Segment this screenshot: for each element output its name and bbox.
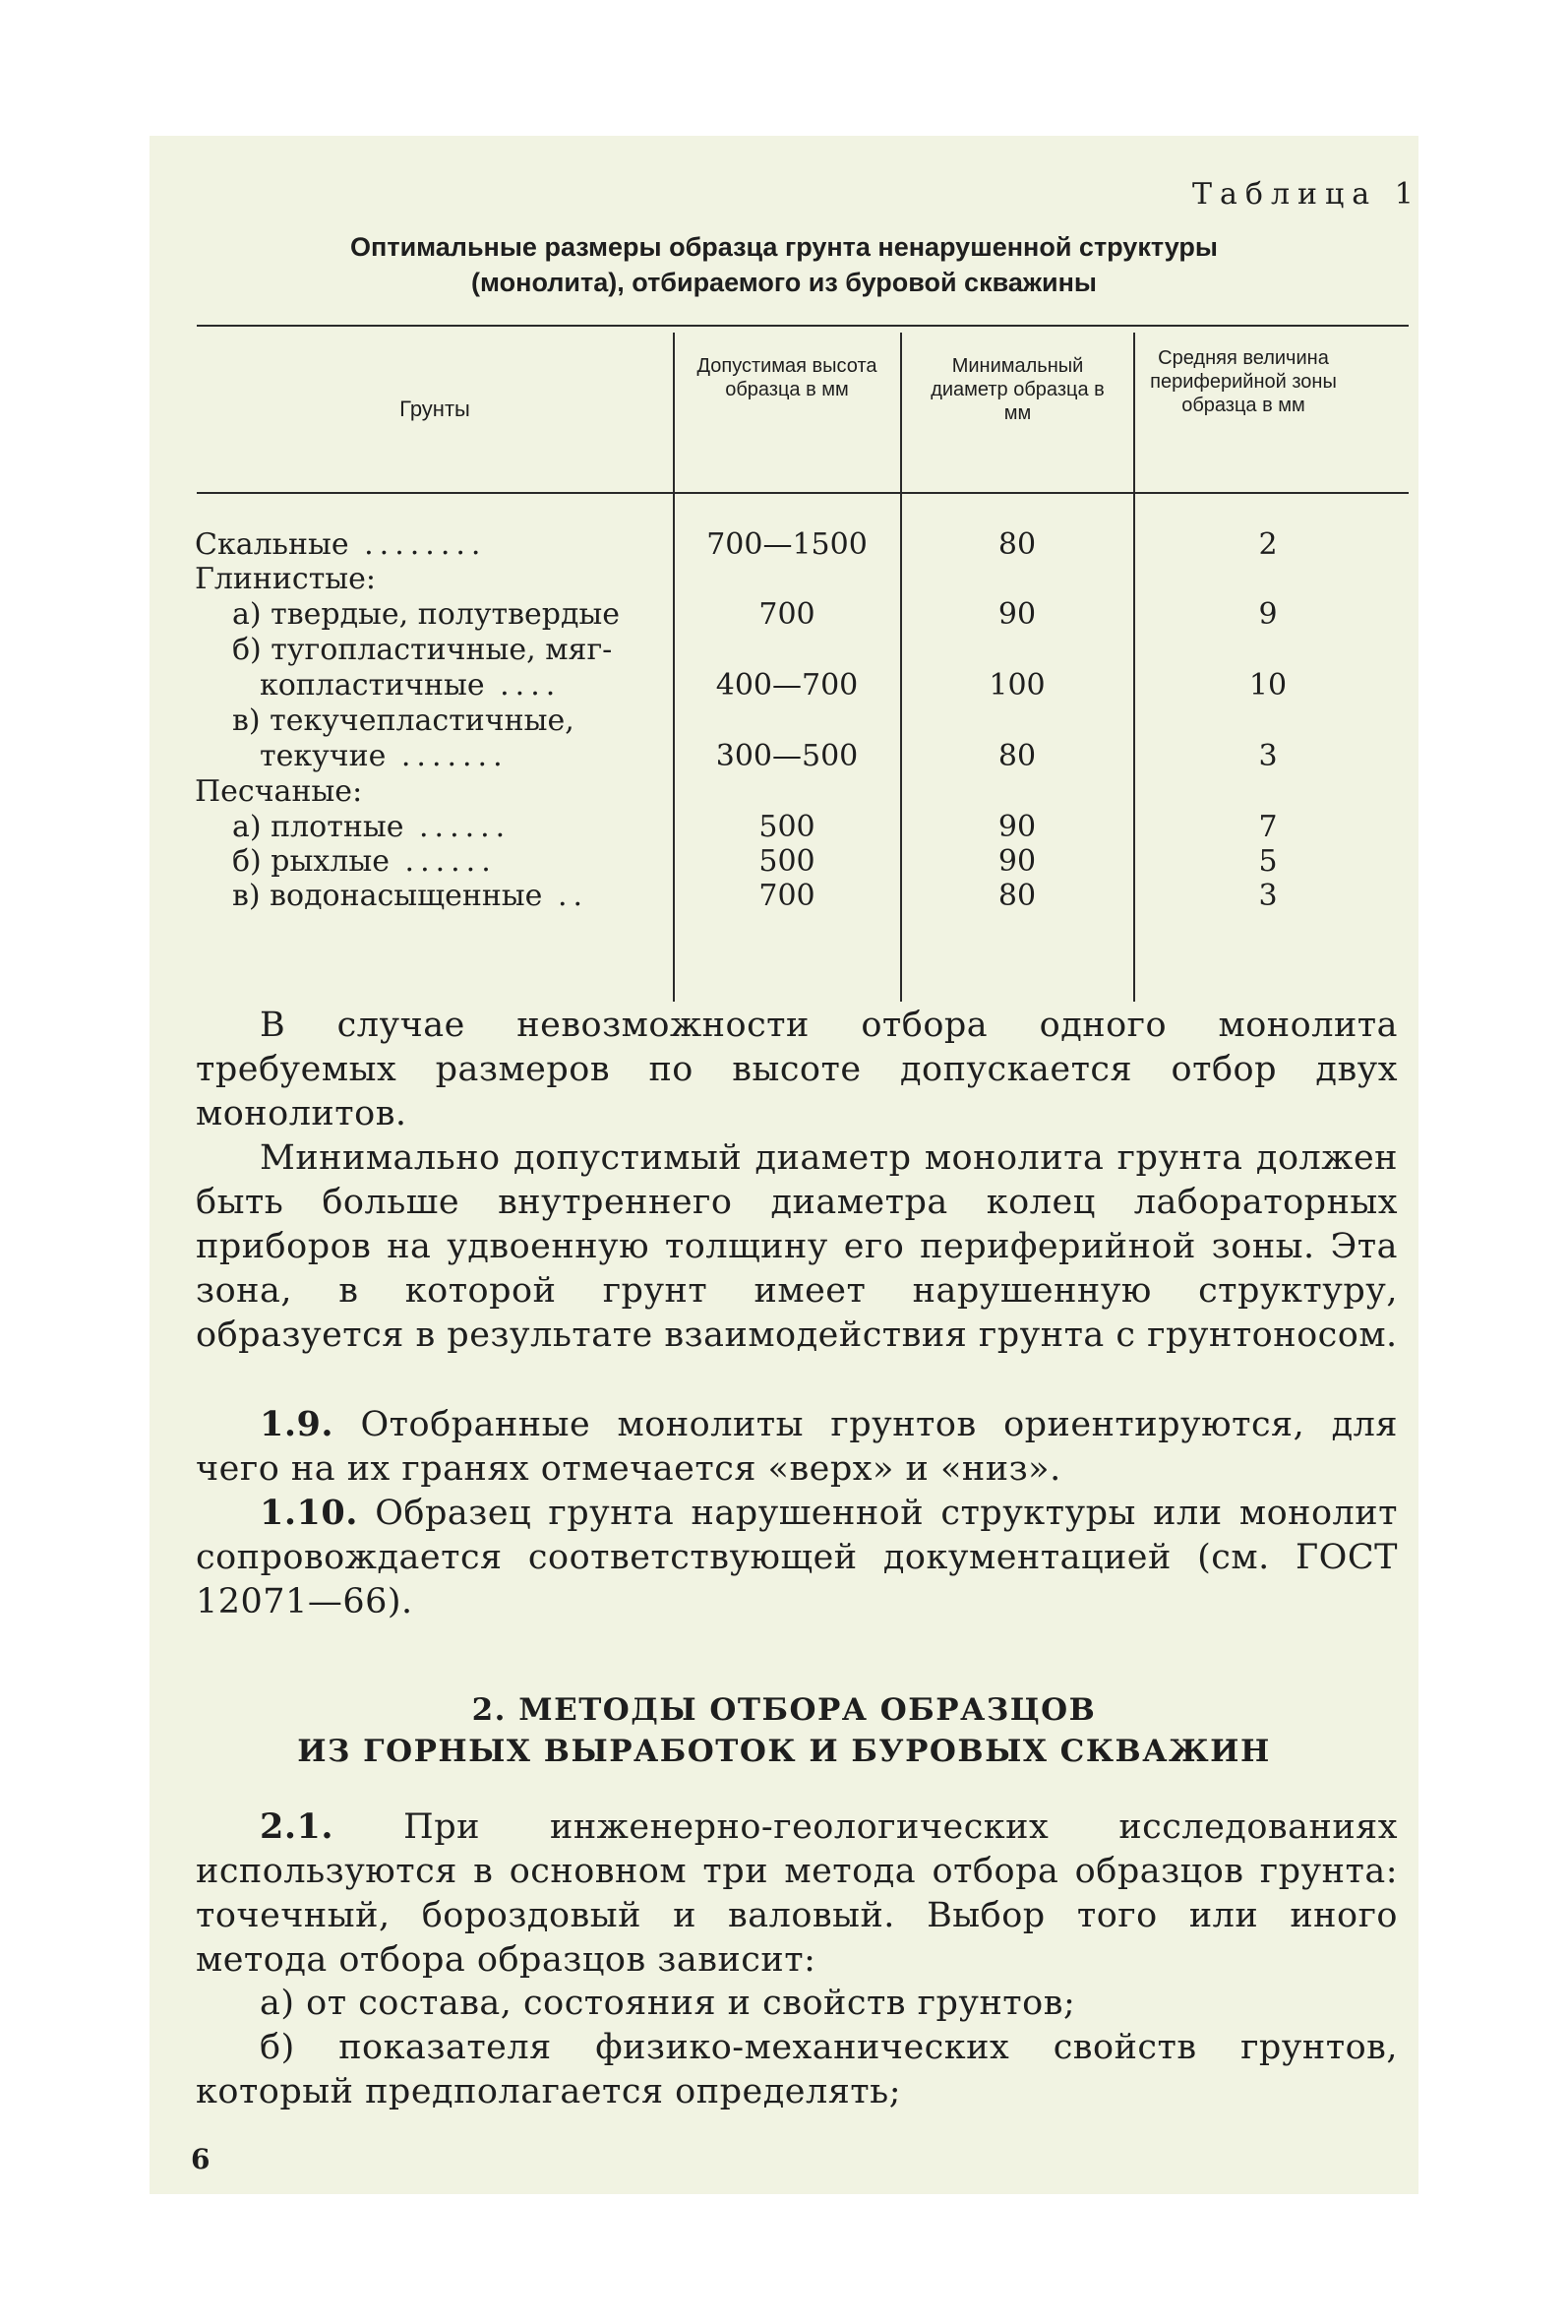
clause-number: 1.10. bbox=[260, 1493, 358, 1533]
table-number: Таблица 1 bbox=[1192, 177, 1421, 212]
paragraph: В случае невозможности отбора одного монолита требуемых размеров по высоте допускается отбор двух монолитов. bbox=[196, 1006, 1398, 1133]
section-heading-line-2: ИЗ ГОРНЫХ ВЫРАБОТОК И БУРОВЫХ СКВАЖИН bbox=[297, 1734, 1271, 1769]
paragraph: Минимально допустимый диаметр монолита грунта должен быть больше внутреннего диаметра колец лабораторных приборов на удвоенную толщину его периферийной зоны. Эта зона, в которой грунт имеет нарушенную структуру, образуется в результате взаимодействия грунта с грунтоносом. bbox=[196, 1138, 1398, 1355]
soil-name: а) твердые, полутвердые bbox=[232, 597, 621, 632]
column-header-height: Допустимая высота образца в мм bbox=[696, 355, 877, 400]
soil-name: в) водонасыщенные .. bbox=[232, 879, 589, 913]
soil-group-label: Песчаные: bbox=[195, 774, 363, 809]
table-header-rule bbox=[197, 492, 1409, 494]
list-item: а) от состава, состояния и свойств грунтов; bbox=[260, 1984, 1076, 2023]
diameter-value: 100 bbox=[989, 668, 1046, 703]
clause-number: 1.9. bbox=[260, 1404, 334, 1444]
section-heading-line-1: 2. МЕТОДЫ ОТБОРА ОБРАЗЦОВ bbox=[471, 1692, 1097, 1728]
height-value: 500 bbox=[758, 844, 815, 879]
height-value: 700 bbox=[758, 879, 815, 913]
zone-value: 3 bbox=[1258, 739, 1278, 773]
zone-value: 5 bbox=[1258, 844, 1278, 879]
height-value: 700—1500 bbox=[706, 527, 868, 562]
diameter-value: 80 bbox=[997, 739, 1037, 773]
diameter-value: 90 bbox=[997, 597, 1037, 632]
table-title-line-2: (монолита), отбираемого из буровой скважины bbox=[471, 268, 1097, 297]
zone-value: 3 bbox=[1258, 879, 1278, 913]
column-header-soils: Грунты bbox=[399, 397, 470, 421]
zone-value: 10 bbox=[1248, 668, 1288, 703]
table-title-line-1: Оптимальные размеры образца грунта ненарушенной структуры bbox=[350, 232, 1218, 262]
clause-number: 2.1. bbox=[260, 1806, 334, 1847]
table-top-rule bbox=[197, 325, 1409, 327]
diameter-value: 90 bbox=[997, 810, 1037, 844]
diameter-value: 90 bbox=[997, 844, 1037, 879]
height-value: 500 bbox=[758, 810, 815, 844]
height-value: 700 bbox=[758, 597, 815, 632]
list-item: б) показателя физико-механических свойств грунтов, который предполагается определять; bbox=[196, 2028, 1398, 2111]
column-header-diameter: Минимальный диаметр образца в мм bbox=[931, 355, 1105, 424]
diameter-value: 80 bbox=[997, 527, 1037, 562]
soil-group-label: Глинистые: bbox=[195, 562, 377, 596]
zone-value: 7 bbox=[1258, 810, 1278, 844]
book-page bbox=[150, 136, 1421, 2194]
soil-name-line-1: б) тугопластичные, мяг- bbox=[232, 633, 613, 667]
paragraph: 1.9. Отобранные монолиты грунтов ориентируются, для чего на их гранях отмечается «верх» и «низ». bbox=[196, 1404, 1398, 1489]
soil-name: б) рыхлые ...... bbox=[232, 844, 497, 879]
zone-value: 2 bbox=[1258, 527, 1278, 562]
height-value: 400—700 bbox=[715, 668, 859, 703]
zone-value: 9 bbox=[1258, 597, 1278, 632]
soil-name-line-2: текучие ....... bbox=[260, 739, 509, 773]
soil-name: а) плотные ...... bbox=[232, 810, 512, 844]
height-value: 300—500 bbox=[715, 739, 859, 773]
paragraph: 1.10. Образец грунта нарушенной структуры или монолит сопровождается соответствующей документацией (см. ГОСТ 12071—66). bbox=[196, 1493, 1398, 1621]
soil-name-line-2: копластичные .... bbox=[260, 668, 562, 703]
soil-name: Скальные ........ bbox=[195, 527, 487, 562]
column-header-zone: Средняя величина периферийной зоны образца в мм bbox=[1150, 347, 1337, 416]
paragraph: 2.1. При инженерно-геологических исследованиях используются в основном три метода отбора образцов грунта: точечный, бороздовый и валовый. Выбор того или иного метода отбора образцов зависит: bbox=[196, 1806, 1398, 1980]
soil-name-line-1: в) текучепластичные, bbox=[232, 703, 574, 738]
diameter-value: 80 bbox=[997, 879, 1037, 913]
page-number: 6 bbox=[191, 2143, 211, 2175]
